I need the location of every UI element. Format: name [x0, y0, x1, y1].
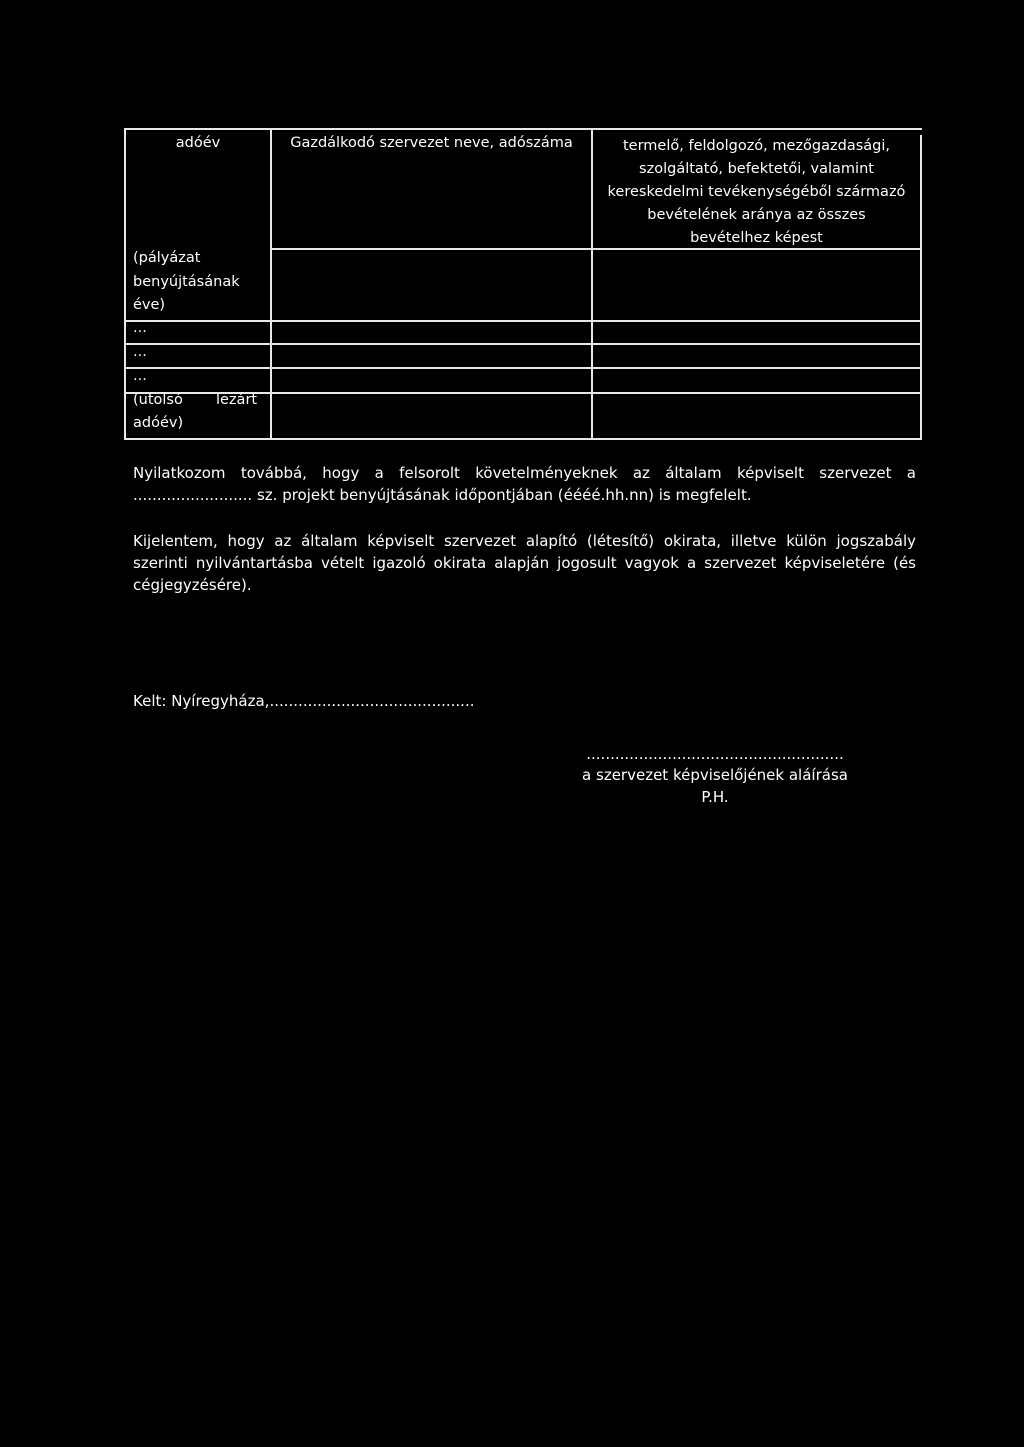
declaration-paragraph: [133, 462, 916, 506]
row-label-ellipsis-2: ...: [133, 344, 147, 360]
header-org-name: Gazdálkodó szervezet neve, adószáma: [290, 135, 573, 151]
row-label-last-closed-left: (utolsó: [133, 392, 183, 408]
signature-dots: ......................................................: [586, 745, 844, 763]
row-label-last-closed-right: lezárt: [216, 392, 258, 408]
row-label-application-year-3: éve): [133, 297, 166, 313]
header-revenue-ratio-line-2: szolgáltató, befektetői, valamint: [639, 161, 874, 177]
signature-label: a szervezet képviselőjének aláírása: [582, 766, 848, 784]
table-bottom-border: [124, 438, 922, 440]
declaration-line-1: Nyilatkozom továbbá, hogy a felsorolt követelményeknek az általam képviselt szervezet a: [133, 464, 916, 482]
row-label-ellipsis-3: ...: [133, 368, 147, 384]
header-revenue-ratio-line-1: termelő, feldolgozó, mezőgazdasági,: [622, 138, 890, 154]
table-top-border: [126, 128, 922, 130]
statement-paragraph: Kijelentem, hogy az általam képviselt szervezet alapító (létesítő) okirata, illetve külön jogszabály szerinti nyilvántartásba vételt igazoló okirata alapján jogosult vagyok a szervezet képviseletére (és cégjegyzésére).: [133, 532, 916, 594]
row-label-ellipsis-1: ...: [133, 320, 147, 336]
row-divider-3: [126, 367, 922, 369]
header-adoev: adóév: [175, 135, 221, 151]
revenue-table: [0, 0, 1024, 460]
row-label-application-year-2: benyújtásának: [133, 274, 240, 290]
header-revenue-ratio-line-3: kereskedelmi tevékenységéből származó: [607, 184, 906, 200]
declaration-line-2: ......................... sz. projekt benyújtásának időpontjában (éééé.hh.nn) is megfelelt.: [133, 486, 752, 504]
table-right-border: [920, 135, 922, 440]
stamp-label: P.H.: [701, 788, 729, 806]
header-revenue-ratio-line-5: bevételhez képest: [690, 230, 823, 246]
header-revenue-ratio-line-4: bevételének aránya az összes: [647, 207, 866, 223]
row-divider-1: [126, 320, 922, 322]
place-date-line: Kelt: Nyíregyháza,...........................................: [133, 692, 475, 710]
row-label-application-year-1: (pályázat: [133, 250, 201, 266]
row-divider-2: [126, 343, 922, 345]
row-label-last-closed-line2: adóév): [133, 415, 184, 431]
